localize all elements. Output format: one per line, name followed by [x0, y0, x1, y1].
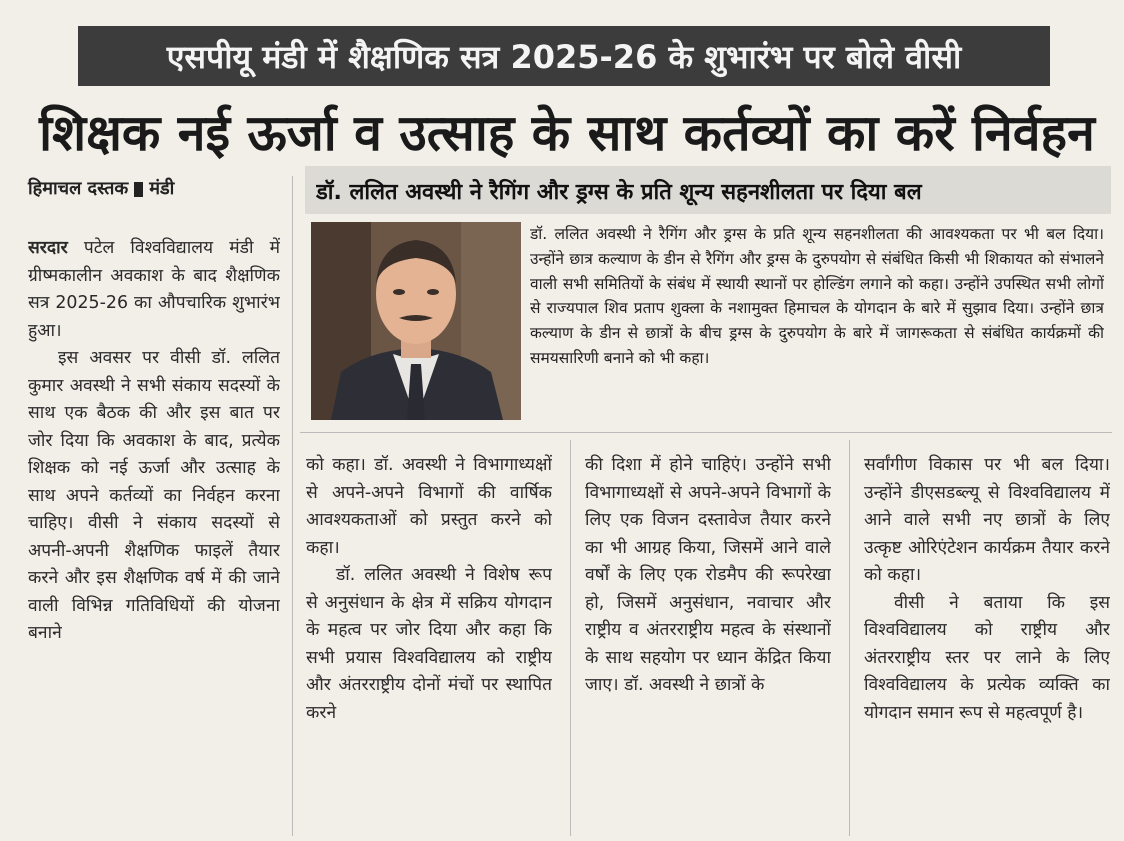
kicker-banner [78, 26, 1050, 86]
article-column-4 [864, 452, 1110, 836]
portrait-photo [311, 222, 521, 420]
byline-place: मंडी [149, 178, 175, 199]
article-column-2 [306, 452, 552, 836]
kicker-text: एसपीयू मंडी में शैक्षणिक सत्र 2025-26 के शुभारंभ पर बोले वीसी [166, 37, 962, 76]
portrait-illustration [311, 222, 521, 420]
column-divider [292, 176, 293, 836]
byline [28, 176, 298, 208]
article-column-3 [585, 452, 831, 836]
column-divider [849, 440, 850, 836]
headline: शिक्षक नई ऊर्जा व उत्साह के साथ कर्तव्यों का करें निर्वहन [39, 104, 1095, 162]
column-2-paragraph-2: डॉ. ललित अवस्थी ने विशेष रूप से अनुसंधान के क्षेत्र में सक्रिय योगदान के महत्व पर जोर दिया और कहा कि सभी प्रयास विश्वविद्यालय को राष्ट्रीय और अंतरराष्ट्रीय दोनों मंचों पर स्थापित करने [306, 565, 552, 723]
photo-caption-text: डॉ. ललित अवस्थी ने रैगिंग और ड्रग्स के प्रति शून्य सहनशीलता की आवश्यकता पर भी बल दिया। उन्होंने छात्र कल्याण के डीन से रैगिंग और ड्रग्स के दुरुपयोग से संबंधित किसी भी शिकायत को संभालने वाली सभी समितियों के संबंध में स्थायी स्थानों पर होल्डिंग लगाने को कहा। उन्होंने उपस्थित सभी लोगों से राज्यपाल शिव प्रताप शुक्ला के नशामुक्त हिमाचल के योगदान के बारे में सुझाव दिया। उन्होंने छात्र कल्याण के डीन से छात्रों के बीच ड्रग्स के दुरुपयोग के बारे में जागरूकता से संबंधित कार्यक्रमों की समयसारिणी बनाने को भी कहा। [530, 225, 1104, 367]
column-3-paragraph-1: की दिशा में होने चाहिएं। उन्होंने सभी विभागाध्यक्षों से अपने-अपने विभागों के लिए एक विजन दस्तावेज तैयार करने का भी आग्रह किया, जिसमें आने वाले वर्षों के लिए एक रोडमैप की रूपरेखा हो, जिसमें अनुसंधान, नवाचार और राष्ट्रीय व अंतरराष्ट्रीय महत्व के संस्थानों के साथ सहयोग पर ध्यान केंद्रित किया जाए। डॉ. अवस्थी ने छात्रों के [585, 455, 831, 695]
byline-paper: हिमाचल दस्तक [28, 178, 129, 199]
column-divider [570, 440, 571, 836]
column-1-paragraph-2: इस अवसर पर वीसी डॉ. ललित कुमार अवस्थी ने सभी संकाय सदस्यों के साथ एक बैठक की और इस बात पर जोर दिया कि अवकाश के बाद, प्रत्येक शिक्षक को नई ऊर्जा और उत्साह के साथ अपने कर्तव्यों का निर्वहन करना चाहिए। वीसी ने संकाय सदस्यों से अपनी-अपनी शैक्षणिक फाइलें तैयार करने और इस शैक्षणिक वर्ष में की जाने वाली विभिन्न गतिविधियों की योजना बनाने [28, 348, 280, 643]
subheadline: डॉ. ललित अवस्थी ने रैगिंग और ड्रग्स के प्रति शून्य सहनशीलता पर दिया बल [316, 180, 922, 205]
column-1-paragraph-1 [28, 235, 280, 345]
column-4-paragraph-1: सर्वांगीण विकास पर भी बल दिया। उन्होंने डीएसडब्ल्यू से विश्वविद्यालय में आने वाले सभी नए छात्रों के लिए उत्कृष्ट ओरिएंटेशन कार्यक्रम तैयार करने को कहा। [864, 455, 1110, 585]
column-4-paragraph-2: वीसी ने बताया कि इस विश्वविद्यालय को राष्ट्रीय और अंतरराष्ट्रीय स्तर पर लाने के लिए विश्वविद्यालय के प्रत्येक व्यक्ति का योगदान समान रूप से महत्वपूर्ण है। [864, 592, 1110, 723]
article-column-1 [28, 235, 280, 835]
byline-separator [134, 182, 143, 197]
column-1-paragraph-1-text: पटेल विश्वविद्यालय मंडी में ग्रीष्मकालीन अवकाश के बाद शैक्षणिक सत्र 2025-26 का औपचारिक शुभारंभ हुआ। [28, 238, 280, 341]
section-divider [300, 432, 1112, 433]
column-2-paragraph-1: को कहा। डॉ. अवस्थी ने विभागाध्यक्षों से अपने-अपने विभागों की वार्षिक आवश्यकताओं को प्रस्तुत करने को कहा। [306, 455, 552, 558]
lead-word: सरदार [28, 238, 68, 258]
